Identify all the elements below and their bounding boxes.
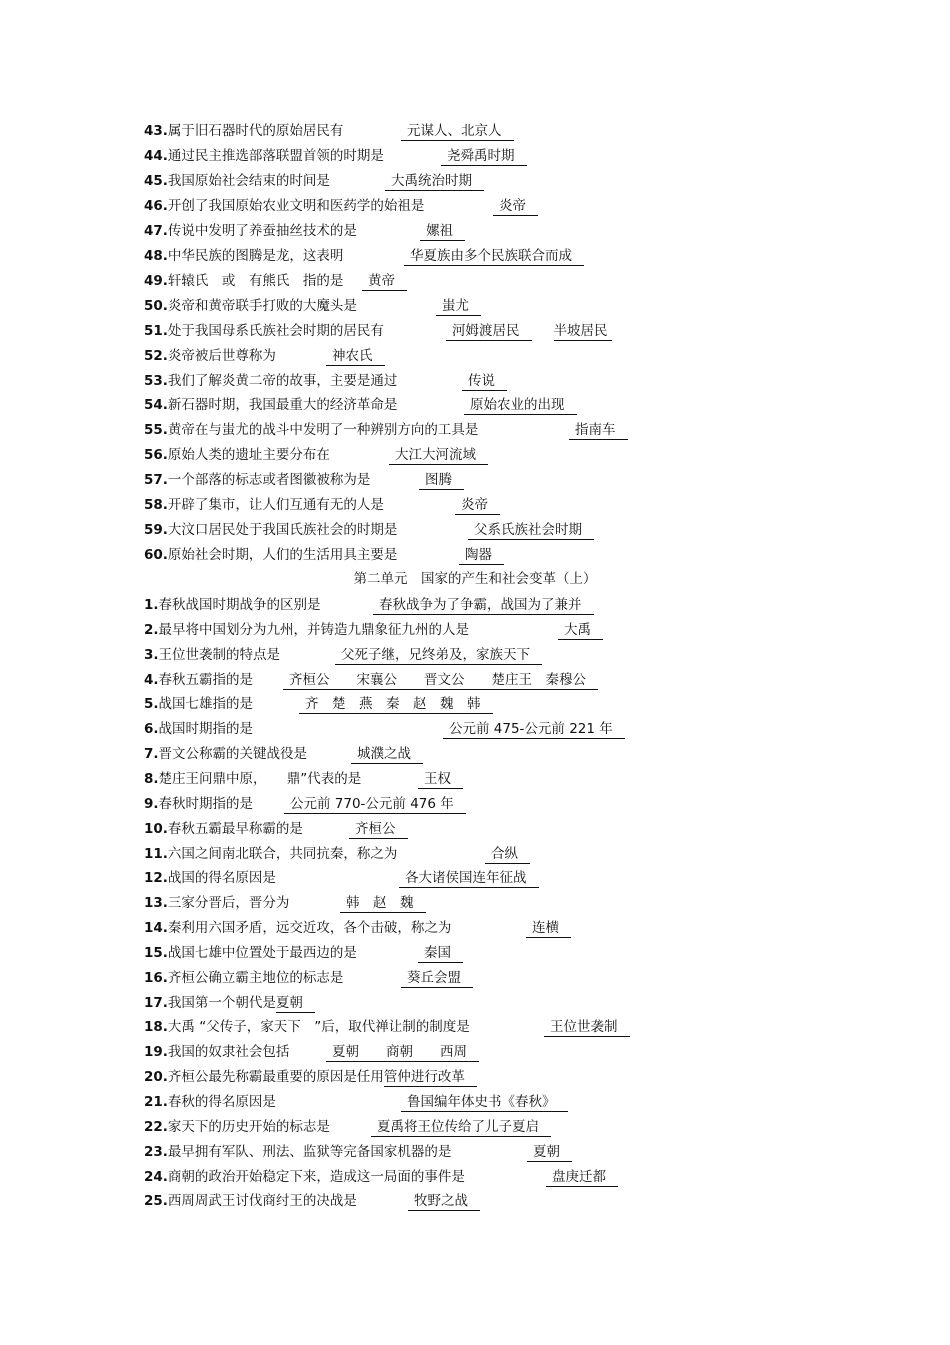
answer-blank: 王权	[418, 771, 463, 789]
question-number: 53.	[144, 372, 168, 389]
question-number: 22.	[144, 1118, 168, 1135]
answer-blank: 大江大河流域	[389, 447, 488, 465]
question-number: 50.	[144, 297, 168, 314]
answer-blank: 牧野之战	[408, 1193, 480, 1211]
question-row	[144, 742, 910, 766]
question-number: 55.	[144, 422, 168, 439]
question-row	[144, 916, 910, 940]
question-row	[144, 991, 910, 1015]
question-number: 23.	[144, 1143, 168, 1160]
question-text: 春秋五霸最早称霸的是	[167, 820, 303, 837]
question-text: 齐桓公确立霸主地位的标志是	[167, 969, 344, 986]
answer-blank: 指南车	[569, 422, 628, 440]
question-text: 王位世袭制的特点是	[158, 646, 281, 663]
question-number: 15.	[144, 944, 168, 961]
answer-blank: 韩 赵 魏	[340, 895, 426, 913]
question-number: 49.	[144, 272, 168, 289]
question-text: 最早拥有军队、刑法、监狱等完备国家机器的是	[167, 1143, 452, 1160]
answer-blank: 河姆渡居民	[446, 323, 532, 341]
answer-blank: 尧舜禹时期	[441, 148, 527, 166]
answer-blank: 齐 楚 燕 秦 赵 魏 韩	[299, 696, 493, 714]
answer-blank: 蚩尤	[436, 298, 481, 316]
question-number: 3.	[144, 646, 159, 663]
question-row	[144, 468, 910, 492]
question-text: 我们了解炎黄二帝的故事，主要是通过	[167, 372, 398, 389]
question-number: 60.	[144, 547, 168, 564]
question-row	[144, 194, 910, 218]
question-row	[144, 493, 910, 517]
question-row	[144, 866, 910, 890]
question-number: 18.	[144, 1019, 168, 1036]
question-number: 24.	[144, 1168, 168, 1185]
answer-blank: 合纵	[485, 846, 530, 864]
question-row	[144, 891, 910, 915]
question-number: 4.	[144, 671, 159, 688]
question-row	[144, 294, 910, 318]
question-row	[144, 344, 910, 368]
question-row	[144, 319, 910, 343]
question-number: 59.	[144, 522, 168, 539]
question-row	[144, 593, 910, 617]
question-text: 家天下的历史开始的标志是	[167, 1118, 330, 1135]
question-row	[144, 792, 910, 816]
answer-blank: 各大诸侯国连年征战	[399, 870, 539, 888]
answer-blank-second: 半坡居民	[554, 323, 612, 341]
answer-blank: 夏朝 商朝 西周	[326, 1044, 479, 1062]
question-text: 炎帝被后世尊称为	[167, 347, 276, 364]
answer-blank: 传说	[462, 373, 507, 391]
question-row	[144, 717, 910, 741]
answer-blank: 王位世袭制	[544, 1019, 630, 1037]
answer-blank: 连横	[526, 920, 571, 938]
question-text: 晋文公称霸的关键战役是	[158, 746, 308, 763]
question-number: 56.	[144, 447, 168, 464]
answer-blank: 夏朝	[527, 1144, 572, 1162]
question-row	[144, 269, 910, 293]
question-text: 原始人类的遗址主要分布在	[167, 447, 330, 464]
question-row	[144, 369, 910, 393]
question-number: 10.	[144, 820, 168, 837]
answer-blank: 夏禹将王位传给了儿子夏启	[371, 1119, 551, 1137]
answer-blank: 原始农业的出现	[464, 397, 577, 415]
question-row	[144, 1115, 910, 1139]
question-number: 20.	[144, 1069, 168, 1086]
question-text: 最早将中国划分为九州，并铸造九鼎象征九州的人是	[158, 621, 470, 638]
question-text: 齐桓公最先称霸最重要的原因是任用	[167, 1069, 384, 1086]
question-row	[144, 1065, 910, 1089]
question-row	[144, 518, 910, 542]
question-text: 开辟了集市，让人们互通有无的人是	[167, 497, 384, 514]
question-row	[144, 169, 910, 193]
question-row	[144, 1015, 910, 1039]
answer-blank: 陶器	[459, 547, 504, 565]
answer-blank: 大禹统治时期	[385, 173, 484, 191]
answer-blank: 盘庚迁都	[546, 1169, 618, 1187]
question-number: 46.	[144, 197, 168, 214]
question-text: 我国第一个朝代是	[167, 994, 276, 1011]
question-text: 一个部落的标志或者图徽被称为是	[167, 472, 371, 489]
question-number: 6.	[144, 721, 159, 738]
question-number: 5.	[144, 696, 159, 713]
question-number: 19.	[144, 1044, 168, 1061]
question-number: 14.	[144, 920, 168, 937]
question-number: 12.	[144, 870, 168, 887]
question-number: 52.	[144, 347, 168, 364]
question-text: 大禹 “父传子，家天下 ”后，取代禅让制的制度是	[167, 1019, 470, 1036]
question-number: 54.	[144, 397, 168, 414]
question-row	[144, 1165, 910, 1189]
question-number: 16.	[144, 969, 168, 986]
answer-blank: 春秋战争为了争霸，战国为了兼并	[373, 597, 594, 615]
question-row	[144, 418, 910, 442]
question-row	[144, 941, 910, 965]
question-text: 战国七雄指的是	[158, 696, 254, 713]
question-number: 48.	[144, 247, 168, 264]
question-number: 21.	[144, 1094, 168, 1110]
answer-blank: 图腾	[419, 472, 464, 490]
question-number: 8.	[144, 770, 159, 787]
question-number: 13.	[144, 895, 168, 912]
question-text: 处于我国母系氏族社会时期的居民有	[167, 322, 384, 339]
question-number: 25.	[144, 1193, 168, 1210]
answer-blank: 秦国	[418, 945, 463, 963]
question-row	[144, 393, 910, 417]
question-number: 57.	[144, 472, 168, 489]
question-text: 商朝的政治开始稳定下来，造成这一局面的事件是	[167, 1168, 465, 1185]
answer-blank: 公元前 770-公元前 476 年	[284, 796, 466, 814]
question-row	[144, 144, 910, 168]
answer-blank: 葵丘会盟	[401, 970, 473, 988]
question-text: 春秋五霸指的是	[158, 671, 254, 688]
question-text: 大汶口居民处于我国氏族社会的时期是	[167, 522, 398, 539]
question-text: 西周周武王讨伐商纣王的决战是	[167, 1193, 357, 1210]
question-number: 47.	[144, 222, 168, 239]
answer-blank: 父死子继，兄终弟及，家族天下	[335, 647, 542, 665]
answer-blank: 父系氏族社会时期	[468, 522, 594, 540]
question-row	[144, 244, 910, 268]
question-number: 11.	[144, 845, 168, 862]
question-text: 春秋战国时期战争的区别是	[158, 597, 321, 613]
answer-blank: 炎帝	[455, 497, 500, 515]
question-text: 春秋的得名原因是	[167, 1094, 276, 1110]
question-row	[144, 966, 910, 990]
question-number: 7.	[144, 746, 159, 763]
question-number: 17.	[144, 994, 168, 1011]
question-number: 9.	[144, 795, 159, 812]
question-number: 58.	[144, 497, 168, 514]
question-text: 我国原始社会结束的时间是	[167, 172, 330, 189]
question-number: 43.	[144, 123, 168, 139]
question-text: 我国的奴隶社会包括	[167, 1044, 290, 1061]
question-row	[144, 1090, 910, 1114]
question-text: 传说中发明了养蚕抽丝技术的是	[167, 222, 357, 239]
answer-blank: 大禹	[558, 622, 603, 640]
question-row	[144, 842, 910, 866]
answer-blank: 嫘祖	[420, 223, 465, 241]
section-title: 第二单元 国家的产生和社会变革（上）	[353, 571, 597, 587]
question-row	[144, 817, 910, 841]
question-text: 黄帝在与蚩尤的战斗中发明了一种辨别方向的工具是	[167, 422, 479, 439]
question-row	[144, 443, 910, 467]
answer-blank: 鲁国编年体史书《春秋》	[401, 1094, 568, 1112]
question-row	[144, 1140, 910, 1164]
question-row	[144, 643, 910, 667]
question-text: 新石器时期，我国最重大的经济革命是	[167, 397, 398, 414]
answer-blank: 管仲进行改革	[384, 1069, 477, 1087]
answer-blank: 公元前 475-公元前 221 年	[443, 721, 625, 739]
answer-blank: 夏朝	[276, 995, 315, 1013]
question-text: 轩辕氏 或 有熊氏 指的是	[167, 272, 344, 289]
question-text: 原始社会时期，人们的生活用具主要是	[167, 547, 398, 564]
question-text: 六国之间南北联合，共同抗秦，称之为	[167, 845, 398, 862]
question-row	[144, 1189, 910, 1213]
question-number: 2.	[144, 621, 159, 638]
question-row	[144, 1040, 910, 1064]
question-text: 战国七雄中位置处于最西边的是	[167, 944, 357, 961]
answer-blank: 黄帝	[362, 273, 407, 291]
question-text: 属于旧石器时代的原始居民有	[167, 123, 344, 139]
question-row	[144, 543, 910, 567]
question-row	[144, 692, 910, 716]
question-text: 炎帝和黄帝联手打败的大魔头是	[167, 297, 357, 314]
question-text: 战国的得名原因是	[167, 870, 276, 887]
question-number: 44.	[144, 147, 168, 164]
question-row	[144, 119, 910, 143]
answer-blank: 齐桓公	[349, 821, 408, 839]
answer-blank: 炎帝	[493, 198, 538, 216]
question-text: 三家分晋后，晋分为	[167, 895, 290, 912]
question-text: 开创了我国原始农业文明和医药学的始祖是	[167, 197, 425, 214]
answer-blank: 城濮之战	[351, 746, 423, 764]
question-text: 中华民族的图腾是龙，这表明	[167, 247, 344, 264]
question-text: 秦利用六国矛盾，远交近攻，各个击破，称之为	[167, 920, 452, 937]
question-number: 51.	[144, 322, 168, 339]
question-number: 1.	[144, 597, 159, 613]
answer-blank: 华夏族由多个民族联合而成	[404, 248, 584, 266]
question-row	[144, 767, 910, 791]
question-row	[144, 618, 910, 642]
question-row	[144, 668, 910, 692]
question-text: 通过民主推选部落联盟首领的时期是	[167, 147, 384, 164]
question-text: 春秋时期指的是	[158, 795, 254, 812]
answer-blank: 神农氏	[326, 348, 385, 366]
question-text: 战国时期指的是	[158, 721, 254, 738]
answer-blank: 元谋人、北京人	[401, 123, 514, 141]
question-text: 楚庄王问鼎中原， 鼎”代表的是	[158, 770, 362, 787]
question-number: 45.	[144, 172, 168, 189]
answer-blank: 齐桓公 宋襄公 晋文公 楚庄王 秦穆公	[283, 672, 598, 690]
question-row	[144, 219, 910, 243]
